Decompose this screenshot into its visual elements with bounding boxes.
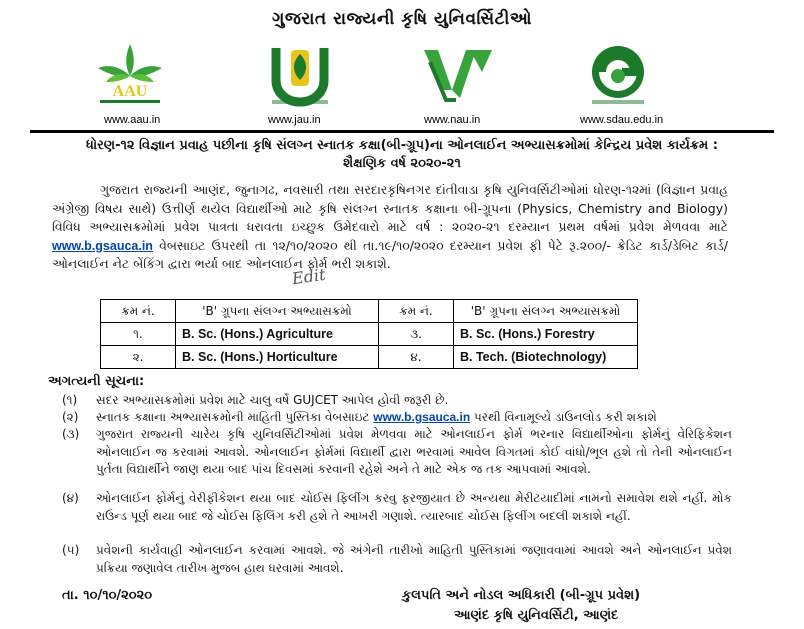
note-item [62,490,732,525]
nau-logo [420,42,496,108]
table-cell: ૧. [101,323,176,346]
table-row [101,323,638,346]
table-row [101,346,638,369]
table-cell: B. Sc. (Hons.) Horticulture [176,346,379,369]
notice-subheading: શૈક્ષણિક વર્ષ ૨૦૨૦-૨૧ [343,156,461,171]
nau-url[interactable]: www.nau.in [424,114,481,126]
edit-watermark: Edit [290,264,327,289]
note-text: પ્રવેશની કાર્યવાહી ઓનલાઈન કરવામાં આવશે. જે અંગેની તારીખો માહિતી પુસ્તિકામાં જણાવવામાં આવશે અને ઓનલાઈન પ્રવેશ પ્રક્રિયા જણાવેલ તારીખ મુજબ હાથ ધરવામાં આવશે. [96,543,732,575]
table-cell: B. Sc. (Hons.) Forestry [454,323,638,346]
note-text: ગુજરાત રાજ્યની ચારેય કૃષિ યુનિવર્સિટીઓમાં પ્રવેશ મેળવવા માટે ઓનલાઈન ફોર્મ ભરનાર વિદ્યાર્થીઓના ફોર્મનું વેરિફિકેશન ઓનલાઈન જ કરવામાં આવશે. ઓનલાઈન ફોર્મમાં વિદ્યાર્થી દ્વારા ભરવામાં આવેલ વિગતમાં કોઈ વાંધો/ભૂલ હશે તો તેની ઓનલાઈન પુર્તતા વિદ્યાર્થીને જાણ થયા બાદ પાંચ દિવસમાં કરવાની રહેશે અને તે માટે એક જ તક આપવામાં આવશે. [96,427,732,476]
intro-paragraph [52,181,728,274]
note-number: (૪) [62,491,79,505]
table-cell: ૩. [379,323,454,346]
note-item [62,426,732,479]
note-text: સદર અભ્યાસક્રમોમાં પ્રવેશ માટે ચાલુ વર્ષે GUJCET આપેલ હોવી જરૂરી છે. [96,393,449,407]
sdau-url[interactable]: www.sdau.edu.in [580,114,664,126]
aau-logo [86,42,174,108]
note-item [62,409,732,427]
svg-text:AAU: AAU [112,83,148,100]
note-number: (૫) [62,543,80,557]
note-item [62,392,732,410]
courses-table [100,299,638,369]
note-text: ઓનલાઈન ફોર્મનું વેરીફીકેશન થયા બાદ ચોઈસ ફિલીંગ કરવુ ફરજીયાત છે અન્યથા મેરીટયાદીમાં નામનો સમાવેશ થશે નહીં. મોક રાઉન્ડ પૂર્ણ થયા બાદ જે ચોઈસ ફિલિંગ કરી હશે તે આખરી ગણાશે. ત્યારબાદ ચોઈસ ફિલીંગ બદલી શકાશે નહીં. [96,491,732,523]
note-text-part: પરથી વિનામૂલ્યે ડાઉનલોડ કરી શકાશે [470,410,657,424]
header-divider [30,130,774,133]
note-item [62,542,732,577]
paragraph-part2: વેબસાઇટ ઉપરથી તા ૧૨/૧૦/૨૦૨૦ થી તા.૧૯/૧૦/૨૦૨૦ દરમ્યાન પ્રવેશ ફી પેટે રૂ.૨૦૦/- ક્રેડિટ કાર્ડ/ડેબિટ કાર્ડ/ઓનલાઈન નેટ બેંકિંગ દ્વારા ભર્યા બાદ ઓનલાઈન ફોર્મ ભરી શકાશે. [52,237,728,271]
table-header: ક્રમ નં. [379,300,454,323]
table-cell: B. Tech. (Biotechnology) [454,346,638,369]
page-title: ગુજરાત રાજ્યની કૃષિ યુનિવર્સિટીઓ [271,9,533,29]
paragraph-part1: ગુજરાત રાજ્યની આણંદ, જુનાગઢ, નવસારી તથા સરદારકૃષિનગર દાંતીવાડા કૃષિ યુનિવર્સિટીઓમાં ધોરણ-૧૨માં (વિજ્ઞાન પ્રવાહ અંગ્રેજી વિષય સાથે) ઉત્તીર્ણ થયેલ વિદ્યાર્થીઓ માટે કૃષિ સંલગ્ન સ્નાતક કક્ષાના બી-ગ્રૂપના (Physics, Chemistry and Biology) વિવિધ અભ્યાસક્રમોમાં પ્રવેશ પાત્રતા ધરાવતા ઇચ્છુક ઉમેદવારો માટે વર્ષ : ૨૦૨૦-૨૧ દરમ્યાન પ્રથમ વર્ષમાં પ્રવેશ મેળવવા માટે [52,182,728,234]
note-number: (૧) [62,393,78,407]
table-header-row [101,300,638,323]
sdau-logo [578,42,658,108]
table-cell: ૪. [379,346,454,369]
table-cell: ૨. [101,346,176,369]
notes-title: અગત્યની સૂચના: [48,374,145,389]
note-text [96,409,732,427]
admission-website-link[interactable]: www.b.gsauca.in [52,238,153,253]
signatory-university: આણંદ કૃષિ યુનિવર્સિટી, આણંદ [454,608,619,623]
aau-url[interactable]: www.aau.in [104,114,161,126]
jau-url[interactable]: www.jau.in [268,114,321,126]
note-number: (૨) [62,410,79,424]
table-header: 'B' ગ્રૂપના સંલગ્ન અભ્યાસક્રમો [176,300,379,323]
booklet-website-link[interactable]: www.b.gsauca.in [373,410,471,424]
note-text-part: સ્નાતક કક્ષાના અભ્યાસક્રમોની માહિતી પુસ્તિકા વેબસાઇટ [96,410,374,424]
table-cell: B. Sc. (Hons.) Agriculture [176,323,379,346]
notice-heading: ધોરણ-૧૨ વિજ્ઞાન પ્રવાહ પછીના કૃષિ સંલગ્ન સ્નાતક કક્ષા(બી-ગ્રૂપ)ના ઓનલાઈન અભ્યાસક્રમોમાં કેન્દ્રિય પ્રવેશ કાર્યક્રમ : [86,138,718,153]
table-header: ક્રમ નં. [101,300,176,323]
table-header: 'B' ગ્રૂપના સંલગ્ન અભ્યાસક્રમો [454,300,638,323]
signatory-title: કુલપતિ અને નોડલ અધિકારી (બી-ગ્રૂપ પ્રવેશ) [402,588,641,603]
note-number: (૩) [62,427,80,441]
notice-date: તા. ૧૦/૧૦/૨૦૨૦ [62,588,153,603]
jau-logo [262,42,338,108]
